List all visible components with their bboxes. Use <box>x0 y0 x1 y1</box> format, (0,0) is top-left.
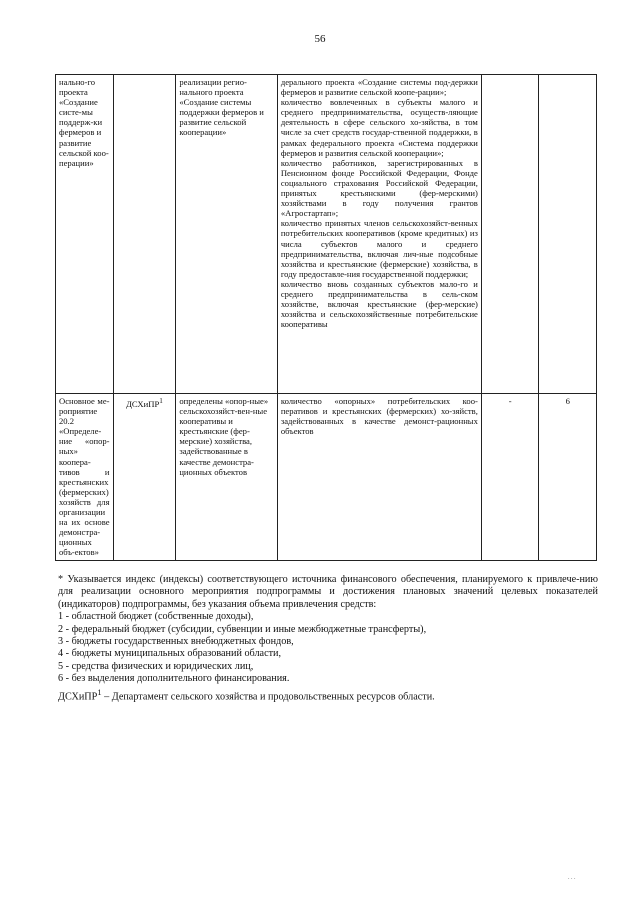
abbreviation-definition: – Департамент сельского хозяйства и продовольственных ресурсов области. <box>101 691 435 703</box>
indicators-cell <box>277 75 481 394</box>
scan-mark: . . . <box>568 875 576 881</box>
responsible-cell <box>113 394 176 561</box>
value-cell: 6 <box>539 394 597 561</box>
table-row <box>56 75 597 394</box>
measure-name-cell: нально-го проекта «Создание систе-мы поддерж-ки фермеров и развитие сельской коо-перации» <box>56 75 114 394</box>
measure-name-cell: Основное ме-роприятие 20.2 «Определе-ние «опор-ных» коопера-тивов и крестьянских (фермерских) хозяйств для организации на их основе демонстра-ционных объ-ектов» <box>56 394 114 561</box>
indicators-cell: количество «опорных» потребительских коо-перативов и крестьянских (фермерских) хо-зяйств, задействованных в качестве демонст-рационных объектов <box>277 394 481 561</box>
table-row <box>56 394 597 561</box>
result-cell: реализации регио-нального проекта «Создание системы поддержки фермеров и развитие сельской кооперации» <box>176 75 278 394</box>
value-cell: - <box>481 394 539 561</box>
measures-table <box>55 74 597 561</box>
footnote-item: 5 - средства физических и юридических лиц, <box>58 660 254 672</box>
footnote-item: 4 - бюджеты муниципальных образований области, <box>58 648 282 660</box>
responsible-cell <box>113 75 176 394</box>
indicator-text: количество принятых членов сельскохозяйст-венных потребительских кооперативов (кроме кредитных) из числа субъектов малого и среднего предпринимательства, включая лич-ные подсобные хозяйства и крестьянские (фермерские) хозяйства, в году предоставле-ния государственной поддержки; <box>280 218 478 279</box>
indicator-text: количество вовлеченных в субъекты малого и среднего предпринимательства, осуществ-ляющие деятельность в сфере сельского хо-зяйства, в том числе за счет средств государ-ственной поддержки, в рамках федерального проекта «Система поддержки фермеров и развития сельской кооперации»; <box>280 97 478 158</box>
footnote-mark: 1 <box>159 397 163 405</box>
footnote-item: 2 - федеральный бюджет (субсидии, субвенции и иные межбюджетные трансферты), <box>58 623 427 635</box>
value-cell <box>481 75 539 394</box>
indicator-text: количество вновь созданных субъектов мало-го и среднего предпринимательства в сель-ском хозяйстве, включая крестьянские (фер-мерские) хозяйства и сельскохозяйственные потребительские кооперативы <box>280 278 478 330</box>
result-cell: определены «опор-ные» сельскохозяйст-вен-ные кооперативы и крестьянские (фер-мерские) хозяйства, задействованные в качестве демонстра-ционных объектов <box>176 394 278 561</box>
abbreviation-term: ДСХиПР <box>58 691 98 703</box>
footnote-intro: * Указывается индекс (индексы) соответствующего источника финансового обеспечения, планируемого к привлече-нию для реализации основного мероприятия подпрограммы и достижения плановых значений целевых показателей (индикаторов) подпрограммы, без указания объема привлечения средств: <box>58 574 598 610</box>
abbreviation-note <box>58 686 598 704</box>
footnote-item: 3 - бюджеты государственных внебюджетных фондов, <box>58 636 294 648</box>
page-number: 56 <box>314 33 326 45</box>
indicator-text: количество работников, зарегистрированных в Пенсионном фонде Российской Федерации, Фонде социального страхования Российской Федерации, принятых крестьянскими (фер-мерскими) хозяйствами в году получения грантов «Агростартап»; <box>280 157 478 219</box>
footnote-item: 6 - без выделения дополнительного финансирования. <box>58 673 290 685</box>
footnote-mark: 1 <box>97 686 102 697</box>
footnotes <box>58 574 598 703</box>
value-cell <box>539 75 597 394</box>
footnote-item: 1 - областной бюджет (собственные доходы), <box>58 611 254 623</box>
indicator-text: дерального проекта «Создание системы под-держки фермеров и развитие сельской коопе-рации»; <box>280 77 478 98</box>
responsible-abbr: ДСХиПР <box>126 398 160 409</box>
